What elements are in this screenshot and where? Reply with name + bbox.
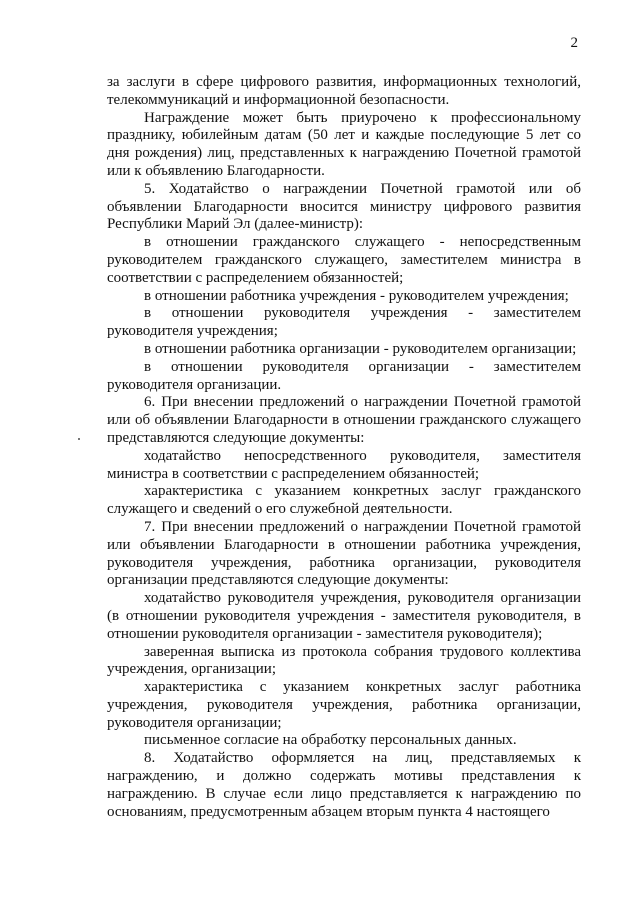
paragraph: в отношении гражданского служащего - непосредственным руководителем гражданского служащего, заместителем министра в соответствии с распределением обязанностей; — [107, 234, 581, 286]
page-number: 2 — [570, 35, 578, 51]
paragraph: ходатайство непосредственного руководителя, заместителя министра в соответствии с распределением обязанностей; — [107, 447, 581, 482]
paragraph: характеристика с указанием конкретных заслуг гражданского служащего и сведений о его служебной деятельности. — [107, 483, 581, 518]
paragraph: в отношении руководителя учреждения - заместителем руководителя учреждения; — [107, 305, 581, 340]
document-body — [107, 74, 581, 821]
paragraph-item-7: 7. При внесении предложений о награждении Почетной грамотой или объявлении Благодарности в отношении работника учреждения, руководителя учреждения, работника организации, руководителя организации представляются следующие документы: — [107, 518, 581, 589]
paragraph: Награждение может быть приурочено к профессиональному празднику, юбилейным датам (50 лет и каждые последующие 5 лет со дня рождения) лиц, представленных к награждению Почетной грамотой или к объявлению Благодарности. — [107, 109, 581, 179]
paragraph: в отношении руководителя организации - заместителем руководителя организации. — [107, 358, 581, 393]
paragraph-continuation: за заслуги в сфере цифрового развития, информационных технологий, телекоммуникаций и информационной безопасности. — [107, 74, 581, 108]
paragraph-item-5: 5. Ходатайство о награждении Почетной грамотой или об объявлении Благодарности вносится министру цифрового развития Республики Марий Эл (далее-министр): — [107, 180, 581, 233]
margin-mark — [78, 438, 80, 440]
paragraph-item-8: 8. Ходатайство оформляется на лиц, представляемых к награждению, и должно содержать мотивы представления к награждению. В случае если лицо представляется к награждению по основаниям, предусмотренным абзацем вторым пункта 4 настоящего — [107, 750, 581, 820]
paragraph: в отношении работника учреждения - руководителем учреждения; — [144, 287, 569, 304]
paragraph: в отношении работника организации - руководителем организации; — [144, 340, 577, 357]
paragraph-item-6: 6. При внесении предложений о награждении Почетной грамотой или об объявлении Благодарности в отношении гражданского служащего представляются следующие документы: — [107, 394, 581, 446]
paragraph: ходатайство руководителя учреждения, руководителя организации (в отношении руководителя учреждения - заместителя руководителя, в отношении руководителя организации - заместителя руководителя); — [107, 590, 581, 642]
paragraph: письменное согласие на обработку персональных данных. — [144, 732, 517, 749]
paragraph: заверенная выписка из протокола собрания трудового коллектива учреждения, организации; — [107, 643, 581, 678]
paragraph: характеристика с указанием конкретных заслуг работника учреждения, руководителя учреждения, работника организации, руководителя организации; — [107, 679, 581, 731]
